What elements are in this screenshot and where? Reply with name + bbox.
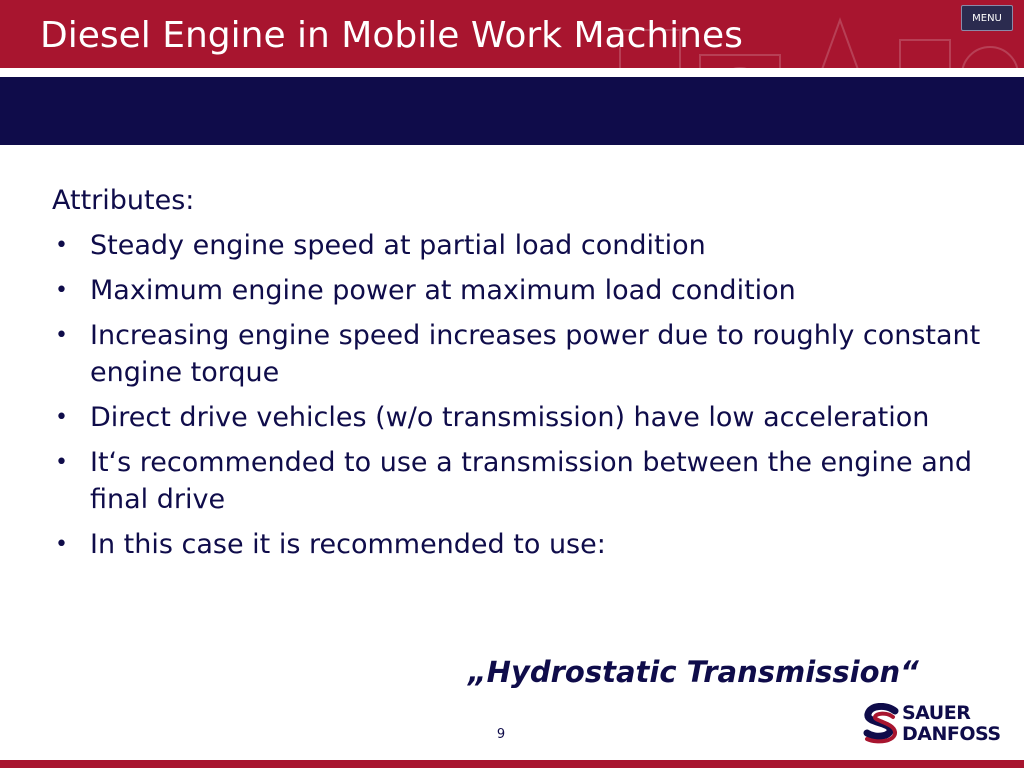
bullet-icon: • bbox=[55, 532, 68, 557]
bullet-icon: • bbox=[55, 405, 68, 430]
list-item-text: Increasing engine speed increases power due to roughly constant engine torque bbox=[90, 320, 981, 388]
slide-content bbox=[52, 182, 992, 571]
list-item-text: Steady engine speed at partial load condition bbox=[90, 230, 706, 261]
list-item-text: In this case it is recommended to use: bbox=[90, 529, 606, 560]
list-item bbox=[52, 317, 992, 391]
list-item bbox=[52, 444, 992, 518]
list-item bbox=[52, 272, 992, 309]
bullet-icon: • bbox=[55, 323, 68, 348]
bullet-icon: • bbox=[55, 233, 68, 258]
list-item-text: Maximum engine power at maximum load condition bbox=[90, 275, 796, 306]
attributes-heading: Attributes: bbox=[52, 185, 195, 216]
sauer-danfoss-s-icon bbox=[862, 703, 900, 745]
slide-title: Diesel Engine in Mobile Work Machines bbox=[40, 15, 743, 56]
menu-button[interactable]: MENU bbox=[961, 5, 1013, 31]
conclusion-text: „Hydrostatic Transmission“ bbox=[468, 655, 919, 689]
list-item bbox=[52, 227, 992, 264]
logo-wordmark-line2: DANFOSS bbox=[902, 723, 1001, 745]
bullet-icon: • bbox=[55, 450, 68, 475]
attributes-list bbox=[52, 227, 992, 563]
bullet-icon: • bbox=[55, 278, 68, 303]
sauer-danfoss-logo bbox=[862, 702, 1012, 746]
page-number: 9 bbox=[496, 727, 506, 742]
list-item-text: Direct drive vehicles (w/o transmission) have low acceleration bbox=[90, 402, 930, 433]
list-item-text: It‘s recommended to use a transmission between the engine and final drive bbox=[90, 447, 973, 515]
header-navy-band bbox=[0, 77, 1024, 145]
list-item bbox=[52, 399, 992, 436]
footer-red-rule bbox=[0, 760, 1024, 768]
list-item bbox=[52, 526, 992, 563]
header-divider bbox=[0, 68, 1024, 77]
logo-wordmark-line1: SAUER bbox=[902, 702, 971, 724]
